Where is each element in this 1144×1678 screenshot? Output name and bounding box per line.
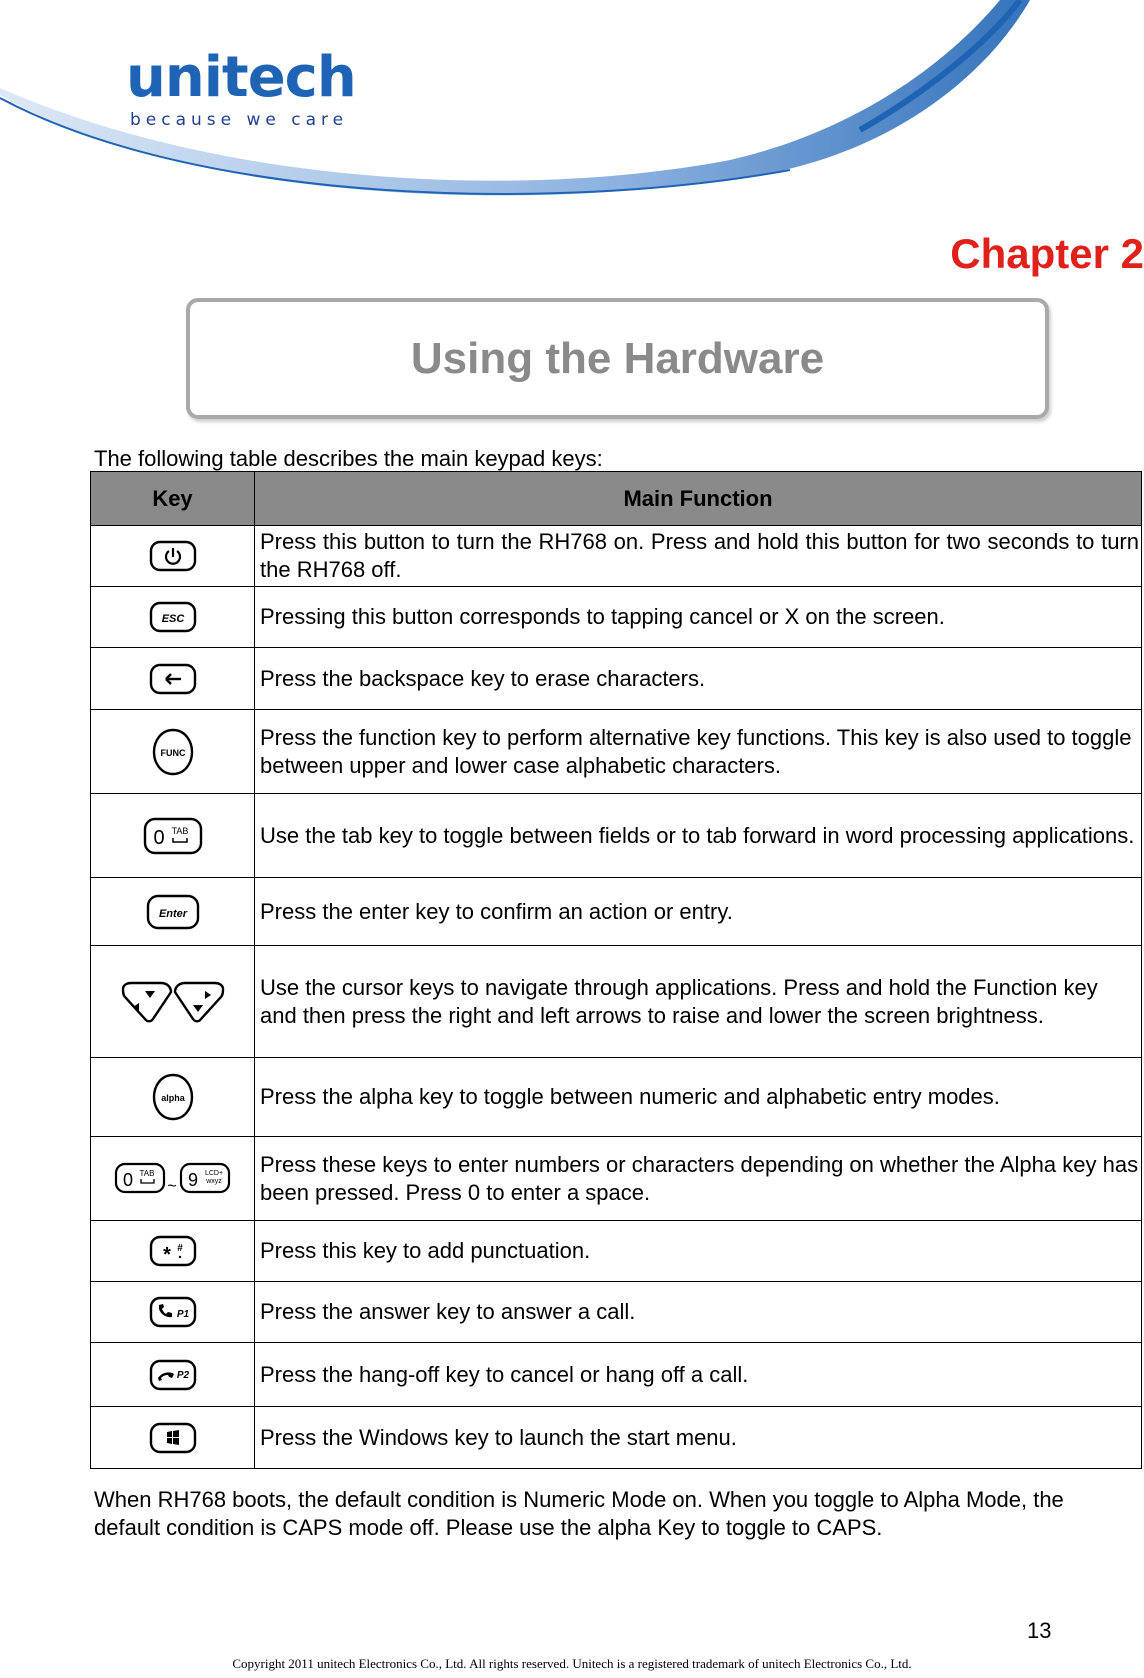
number-key-9-sublabel-1: LCD+ <box>204 1169 223 1177</box>
cursor-keys-icon <box>117 979 229 1025</box>
answer-key-icon <box>148 1295 198 1329</box>
row-description: Press the answer key to answer a call. <box>255 1282 1142 1343</box>
hangup-key-label: P2 <box>176 1369 189 1381</box>
number-key-0-sublabel: TAB <box>139 1168 154 1178</box>
esc-key-label: ESC <box>161 613 184 625</box>
table-row <box>91 878 1142 946</box>
row-description: Press the enter key to confirm an action or entry. <box>255 878 1142 946</box>
table-row <box>91 1343 1142 1407</box>
table-row <box>91 1221 1142 1282</box>
enter-key-label: Enter <box>158 907 187 920</box>
table-row <box>91 946 1142 1058</box>
number-key-9: 9 <box>187 1169 198 1190</box>
table-row <box>91 587 1142 648</box>
tab-key-number: 0 <box>152 826 165 849</box>
row-description: Press the hang-off key to cancel or hang off a call. <box>255 1343 1142 1407</box>
alpha-key-label: alpha <box>160 1093 185 1103</box>
hangup-key-icon <box>148 1358 198 1392</box>
copyright-footer: Copyright 2011 unitech Electronics Co., Ltd. All rights reserved. Unitech is a registered trademark of unitech Electronics Co., Ltd. <box>232 1656 912 1671</box>
header-key: Key <box>91 472 255 526</box>
tab-key-sublabel: TAB <box>171 825 188 836</box>
answer-key-label: P1 <box>176 1309 189 1320</box>
power-key-icon <box>148 539 198 573</box>
chapter-label: Chapter 2 <box>950 230 1144 277</box>
page-number: 13 <box>1027 1618 1052 1643</box>
row-description: Press the backspace key to erase characters. <box>255 648 1142 710</box>
table-row <box>91 710 1142 794</box>
punctuation-key-icon <box>148 1234 198 1268</box>
number-key-9-sublabel-2: wxyz <box>205 1177 222 1185</box>
row-description: Pressing this button corresponds to tapping cancel or X on the screen. <box>255 587 1142 648</box>
enter-key-icon <box>145 893 201 931</box>
row-description: Press the Windows key to launch the start menu. <box>255 1407 1142 1469</box>
outro-text: When RH768 boots, the default condition is Numeric Mode on. When you toggle to Alpha Mode, the default condition is CAPS mode off. Please use the alpha Key to toggle to CAPS. <box>94 1487 1064 1540</box>
brand-tagline: because we care <box>130 110 349 130</box>
table-row <box>91 526 1142 587</box>
table-row <box>91 1137 1142 1221</box>
header-function: Main Function <box>255 472 1142 526</box>
func-key-icon <box>151 727 195 777</box>
brand-name: unitech <box>126 45 356 110</box>
row-description: Use the tab key to toggle between fields or to tab forward in word processing applications. <box>255 794 1142 878</box>
table-row <box>91 1282 1142 1343</box>
row-description: Press the alpha key to toggle between numeric and alphabetic entry modes. <box>255 1058 1142 1137</box>
table-row <box>91 794 1142 878</box>
row-description: Press the function key to perform alternative key functions. This key is also used to toggle between upper and lower case alphabetic characters. <box>255 710 1142 794</box>
backspace-key-icon <box>148 662 198 696</box>
windows-key-icon <box>148 1421 198 1455</box>
number-keys-separator: ~ <box>166 1177 177 1195</box>
number-key-0: 0 <box>122 1169 133 1190</box>
row-description: Press these keys to enter numbers or characters depending on whether the Alpha key has been pressed. Press 0 to enter a space. <box>255 1137 1142 1221</box>
table-row <box>91 1058 1142 1137</box>
row-description: Use the cursor keys to navigate through applications. Press and hold the Function key and then press the right and left arrows to raise and lower the screen brightness. <box>255 946 1142 1058</box>
row-description: Press this button to turn the RH768 on. Press and hold this button for two seconds to turn the RH768 off. <box>255 526 1142 587</box>
table-row <box>91 1407 1142 1469</box>
title-box <box>186 298 1049 419</box>
tab-key-icon <box>142 816 204 856</box>
page-title: Using the Hardware <box>410 333 825 383</box>
table-header-row <box>91 472 1142 526</box>
func-key-label: FUNC <box>160 747 185 758</box>
punctuation-key-hash: # <box>176 1243 183 1254</box>
alpha-key-icon <box>151 1072 195 1122</box>
punctuation-key-star: * <box>162 1244 171 1266</box>
intro-text: The following table describes the main keypad keys: <box>94 446 603 471</box>
brand-logo <box>126 45 356 130</box>
keypad-table <box>90 471 1142 1469</box>
row-description: Press this key to add punctuation. <box>255 1221 1142 1282</box>
number-keys-icon <box>113 1161 233 1197</box>
table-row <box>91 648 1142 710</box>
esc-key-icon <box>148 600 198 634</box>
